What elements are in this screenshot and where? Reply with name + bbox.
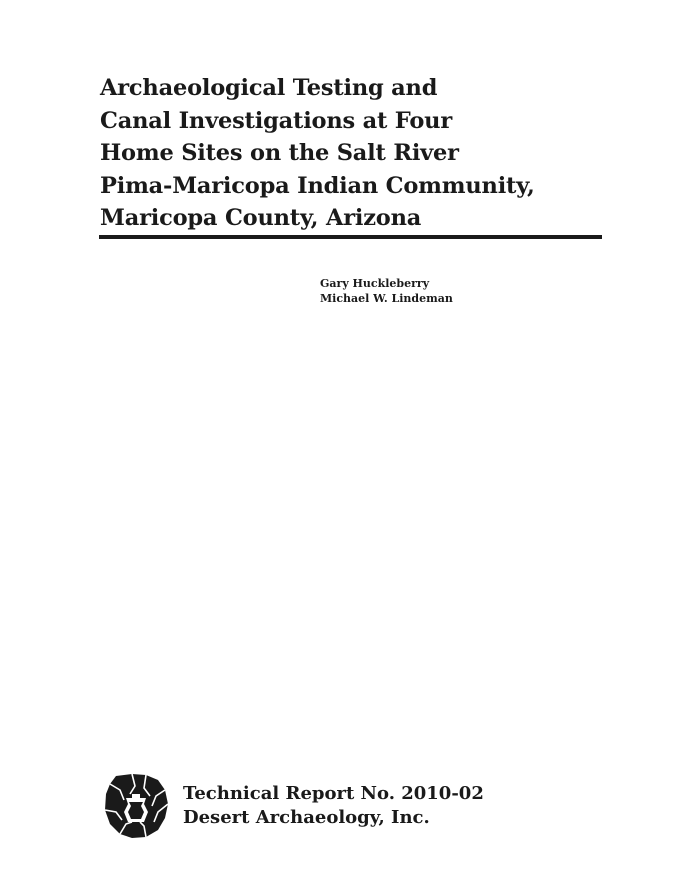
author-name: Michael W. Lindeman (320, 292, 453, 305)
author-name: Gary Huckleberry (320, 277, 430, 290)
title-line: Canal Investigations at Four (100, 107, 452, 134)
report-number: Technical Report No. 2010-02 (183, 783, 484, 804)
author-list (320, 276, 453, 306)
title-divider (99, 235, 602, 239)
title-line: Pima-Maricopa Indian Community, (100, 172, 535, 199)
report-title (100, 72, 620, 235)
title-line: Home Sites on the Salt River (100, 140, 459, 166)
title-line: Maricopa County, Arizona (100, 205, 422, 231)
publisher-info (183, 782, 484, 830)
desert-archaeology-logo-icon (102, 772, 170, 840)
title-line: Archaeological Testing and (100, 75, 438, 101)
publisher-name: Desert Archaeology, Inc. (183, 807, 430, 828)
